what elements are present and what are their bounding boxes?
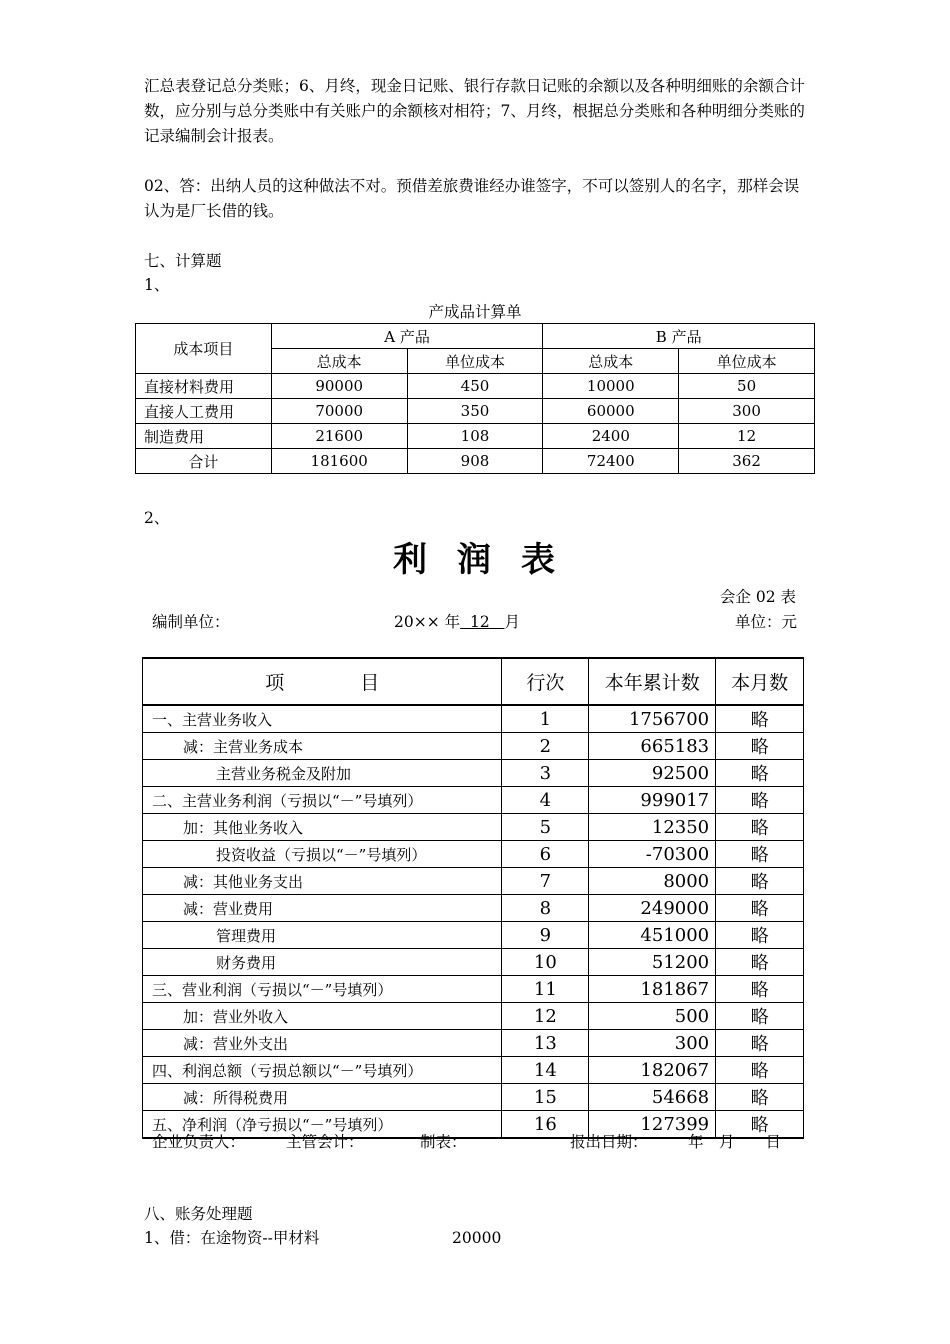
ytd-amount: 8000 <box>589 868 716 895</box>
line-no: 9 <box>502 922 589 949</box>
b-total-cost-header: 总成本 <box>543 349 679 374</box>
table-row <box>143 841 804 868</box>
b-unit-cost: 362 <box>679 449 815 474</box>
month-header: 本月数 <box>716 658 804 705</box>
table-row <box>143 733 804 760</box>
ytd-amount: 300 <box>589 1030 716 1057</box>
ytd-header: 本年累计数 <box>589 658 716 705</box>
cost-item-total: 合计 <box>136 449 272 474</box>
table-row <box>143 760 804 787</box>
line-no: 5 <box>502 814 589 841</box>
chief-accountant-label: 主管会计： <box>286 1133 364 1151</box>
line-no: 15 <box>502 1084 589 1111</box>
line-item: 减：其他业务支出 <box>143 868 502 895</box>
journal-entry-1-amount: 20000 <box>452 1229 502 1247</box>
month-amount: 略 <box>716 814 804 841</box>
a-total-cost: 70000 <box>271 399 407 424</box>
ytd-amount: 451000 <box>589 922 716 949</box>
month-amount: 略 <box>716 733 804 760</box>
cost-item: 制造费用 <box>136 424 272 449</box>
line-item: 管理费用 <box>143 922 502 949</box>
month-amount: 略 <box>716 760 804 787</box>
ytd-amount: 92500 <box>589 760 716 787</box>
preparer-label: 制表： <box>420 1133 467 1151</box>
line-item: 加：其他业务收入 <box>143 814 502 841</box>
b-total-cost: 2400 <box>543 424 679 449</box>
month-amount: 略 <box>716 1084 804 1111</box>
a-unit-cost: 450 <box>407 374 543 399</box>
line-item: 一、主营业务收入 <box>143 705 502 733</box>
line-no: 7 <box>502 868 589 895</box>
ytd-amount: 665183 <box>589 733 716 760</box>
month-amount: 略 <box>716 841 804 868</box>
line-no: 8 <box>502 895 589 922</box>
item-header: 项 目 <box>143 658 502 705</box>
title-char: 表 <box>521 540 557 580</box>
table-row <box>136 374 815 399</box>
month-amount: 略 <box>716 1111 804 1139</box>
line-item: 减：主营业务成本 <box>143 733 502 760</box>
line-item: 减：营业外支出 <box>143 1030 502 1057</box>
line-no: 10 <box>502 949 589 976</box>
form-number: 会企 02 表 <box>719 588 796 606</box>
b-unit-cost: 300 <box>679 399 815 424</box>
line-item: 投资收益（亏损以“－”号填列） <box>143 841 502 868</box>
a-total-cost: 21600 <box>271 424 407 449</box>
ytd-amount: 12350 <box>589 814 716 841</box>
table-row <box>143 814 804 841</box>
cost-table-caption: 产成品计算单 <box>428 303 522 321</box>
line-no: 16 <box>502 1111 589 1139</box>
table-row <box>143 705 804 733</box>
line-item: 主营业务税金及附加 <box>143 760 502 787</box>
cost-item: 直接人工费用 <box>136 399 272 424</box>
intro-paragraph-1: 汇总表登记总分类账；6、月终，现金日记账、银行存款日记账的余额以及各种明细账的余额合计数，应分别与总分类账中有关账户的余额核对相符；7、月终，根据总分类账和各种明细分类账的记录编制会计报表。 <box>144 77 805 145</box>
line-no: 3 <box>502 760 589 787</box>
line-no: 2 <box>502 733 589 760</box>
table-row <box>143 922 804 949</box>
a-unit-cost: 908 <box>407 449 543 474</box>
ytd-amount: -70300 <box>589 841 716 868</box>
month-amount: 略 <box>716 922 804 949</box>
b-total-cost: 72400 <box>543 449 679 474</box>
header-row <box>143 658 804 705</box>
line-no: 12 <box>502 1003 589 1030</box>
table-row <box>136 424 815 449</box>
ytd-amount: 127399 <box>589 1111 716 1139</box>
table-row <box>143 1084 804 1111</box>
line-item: 减：所得税费用 <box>143 1084 502 1111</box>
month-amount: 略 <box>716 787 804 814</box>
table-row <box>136 399 815 424</box>
year-label: 20×× 年 <box>394 613 461 631</box>
title-char: 利 <box>393 540 429 580</box>
table-row <box>143 1030 804 1057</box>
a-total-cost: 90000 <box>271 374 407 399</box>
line-no: 1 <box>502 705 589 733</box>
month-amount: 略 <box>716 1003 804 1030</box>
b-unit-cost: 12 <box>679 424 815 449</box>
journal-entry-1: 1、借：在途物资--甲材料 <box>144 1229 320 1247</box>
month-amount: 略 <box>716 868 804 895</box>
month-amount: 略 <box>716 976 804 1003</box>
line-no-header: 行次 <box>502 658 589 705</box>
preparing-unit-label: 编制单位： <box>152 613 230 631</box>
ytd-amount: 999017 <box>589 787 716 814</box>
line-item: 四、利润总额（亏损总额以“－”号填列） <box>143 1057 502 1084</box>
statement-period <box>394 610 520 632</box>
section-8-heading: 八、账务处理题 <box>144 1205 253 1223</box>
ytd-amount: 1756700 <box>589 705 716 733</box>
currency-unit: 单位：元 <box>734 613 797 631</box>
table-row <box>143 787 804 814</box>
line-item: 三、营业利润（亏损以“－”号填列） <box>143 976 502 1003</box>
ytd-amount: 500 <box>589 1003 716 1030</box>
line-item: 二、主营业务利润（亏损以“－”号填列） <box>143 787 502 814</box>
signature-line <box>152 1130 802 1152</box>
b-unit-cost-header: 单位成本 <box>679 349 815 374</box>
month-label: 月 <box>504 613 521 631</box>
income-statement-table <box>142 657 804 1139</box>
line-no: 11 <box>502 976 589 1003</box>
table-row-total <box>136 449 815 474</box>
line-item: 加：营业外收入 <box>143 1003 502 1030</box>
line-item: 五、净利润（净亏损以“－”号填列） <box>143 1111 502 1139</box>
line-no: 13 <box>502 1030 589 1057</box>
cost-table <box>135 323 815 474</box>
report-date-label: 报出日期： <box>570 1133 648 1151</box>
b-total-cost: 60000 <box>543 399 679 424</box>
a-unit-cost: 108 <box>407 424 543 449</box>
a-unit-cost: 350 <box>407 399 543 424</box>
a-total-cost-header: 总成本 <box>271 349 407 374</box>
b-total-cost: 10000 <box>543 374 679 399</box>
income-statement-title <box>0 532 950 581</box>
line-no: 14 <box>502 1057 589 1084</box>
table-row <box>143 976 804 1003</box>
product-b-header: B 产品 <box>543 324 815 349</box>
month-amount: 略 <box>716 1030 804 1057</box>
table-row <box>143 868 804 895</box>
intro-paragraph-2: 02、答：出纳人员的这种做法不对。预借差旅费谁经办谁签字，不可以签别人的名字，那样会误认为是厂长借的钱。 <box>144 177 800 220</box>
a-unit-cost-header: 单位成本 <box>407 349 543 374</box>
line-no: 4 <box>502 787 589 814</box>
table-row <box>143 1057 804 1084</box>
table-row <box>143 895 804 922</box>
section-7-heading: 七、计算题 <box>144 252 222 270</box>
company-head-label: 企业负责人： <box>152 1133 246 1151</box>
line-item: 减：营业费用 <box>143 895 502 922</box>
month-amount: 略 <box>716 895 804 922</box>
table-row <box>143 949 804 976</box>
ytd-amount: 249000 <box>589 895 716 922</box>
product-a-header: A 产品 <box>271 324 543 349</box>
report-date-fields: 年 月 日 <box>688 1133 782 1151</box>
month-amount: 略 <box>716 949 804 976</box>
b-unit-cost: 50 <box>679 374 815 399</box>
line-item: 财务费用 <box>143 949 502 976</box>
statement-header <box>152 610 797 632</box>
ytd-amount: 51200 <box>589 949 716 976</box>
month-value: 12 <box>469 613 490 631</box>
cost-item: 直接材料费用 <box>136 374 272 399</box>
ytd-amount: 182067 <box>589 1057 716 1084</box>
table-row <box>143 1003 804 1030</box>
line-no: 6 <box>502 841 589 868</box>
month-amount: 略 <box>716 1057 804 1084</box>
question-1-label: 1、 <box>144 276 170 294</box>
title-char: 润 <box>457 540 493 580</box>
question-2-label: 2、 <box>144 509 170 527</box>
month-amount: 略 <box>716 705 804 733</box>
a-total-cost: 181600 <box>271 449 407 474</box>
ytd-amount: 54668 <box>589 1084 716 1111</box>
ytd-amount: 181867 <box>589 976 716 1003</box>
cost-item-header: 成本项目 <box>136 324 272 374</box>
